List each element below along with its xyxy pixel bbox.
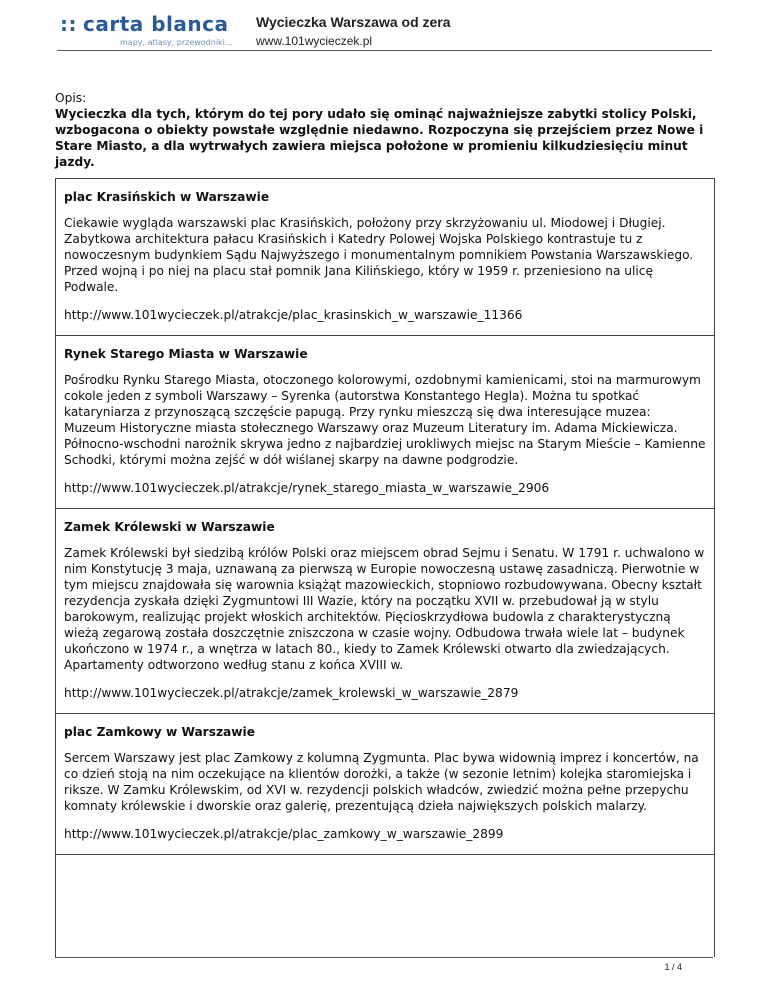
attraction-title: plac Zamkowy w Warszawie [64, 725, 255, 739]
logo-dots: :: [60, 12, 77, 36]
attraction-entry [56, 336, 714, 509]
attraction-link[interactable]: http://www.101wycieczek.pl/atrakcje/plac_zamkowy_w_warszawie_2899 [64, 827, 504, 841]
attraction-link[interactable]: http://www.101wycieczek.pl/atrakcje/zamek_krolewski_w_warszawie_2879 [64, 686, 519, 700]
attraction-entry [56, 179, 714, 336]
document-url: www.101wycieczek.pl [256, 34, 373, 48]
description-text: Wycieczka dla tych, którym do tej pory udało się ominąć najważniejsze zabytki stolicy Polski, wzbogacona o obiekty powstałe względnie niedawno. Rozpoczyna się przejściem przez Nowe i Stare Miasto, a dla wytrwałych zawiera miejsca położone w promieniu kilkudziesięciu minut jazdy. [55, 107, 704, 169]
header-divider [57, 50, 712, 51]
carta-blanca-logo [60, 12, 240, 48]
attraction-title: Rynek Starego Miasta w Warszawie [64, 347, 308, 361]
page-header [0, 0, 768, 60]
attraction-entry [56, 714, 714, 855]
description-label: Opis: [55, 91, 87, 105]
attraction-entry [56, 509, 714, 714]
attraction-description: Zamek Królewski był siedzibą królów Polski oraz miejscem obrad Sejmu i Senatu. W 1791 r. uchwalono w nim Konstytucję 3 maja, uznawaną za pierwszą w Europie nowoczesną ustawę zasadniczą. Pierwotnie w tym miejscu znajdowała się warownia książąt mazowieckich, stopniowo rozbudowywana. Obecny kształt rezydencja zyskała dzięki Zygmuntowi III Wazie, który na początku XVII w. przebudował ją w stylu barokowym, realizując projekt włoskich architektów. Pięcioskrzydłowa budowla z charakterystyczną wieżą zegarową została doszczętnie zniszczona w czasie wojny. Odbudowa trwała wiele lat – budynek ukończono w 1974 r., a wnętrza w latach 80., kiedy to Zamek Królewski otwarto dla zwiedzających. Apartamenty odtworzono według stanu z końca XVIII w. [64, 546, 705, 672]
logo-tagline: mapy, atlasy, przewodniki... [120, 38, 233, 47]
document-title: Wycieczka Warszawa od zera [256, 14, 451, 30]
page-number: 1 / 4 [664, 962, 682, 972]
attraction-link[interactable]: http://www.101wycieczek.pl/atrakcje/rynek_starego_miasta_w_warszawie_2906 [64, 481, 550, 495]
logo-wordmark [60, 12, 229, 36]
logo-text: carta blanca [83, 12, 229, 36]
attraction-title: Zamek Królewski w Warszawie [64, 520, 275, 534]
attraction-link[interactable]: http://www.101wycieczek.pl/atrakcje/plac_krasinskich_w_warszawie_11366 [64, 308, 523, 322]
attraction-description: Pośrodku Rynku Starego Miasta, otoczonego kolorowymi, ozdobnymi kamienicami, stoi na marmurowym cokole jeden z symboli Warszawy – Syrenka (autorstwa Konstantego Hegla). Można tu spotkać kataryniarza z przynoszącą szczęście papugą. Przy rynku mieszczą się dwa interesujące muzea: Muzeum Historyczne miasta stołecznego Warszawy oraz Muzeum Literatury im. Adama Mickiewicza. Północno-wschodni narożnik skrywa jedno z najbardziej urokliwych miejsc na Starym Mieście – Kamienne Schodki, którymi można zejść w dół wiślanej skarpy na dawne podgrodzie. [64, 373, 706, 467]
attractions-list [55, 178, 715, 957]
attraction-title: plac Krasińskich w Warszawie [64, 190, 270, 204]
trip-description [55, 90, 715, 170]
attraction-description: Sercem Warszawy jest plac Zamkowy z kolumną Zygmunta. Plac bywa widownią imprez i koncertów, na co dzień stoją na nim oczekujące na klientów dorożki, a także (w sezonie letnim) kolejka staromiejska i riksze. W Zamku Królewskim, od XVI w. rezydencji polskich władców, zwiedzić można pełne przepychu komnaty królewskie i dworskie oraz galerię, prezentującą dzieła największych polskich malarzy. [64, 751, 699, 813]
footer-divider [55, 957, 713, 958]
attraction-description: Ciekawie wygląda warszawski plac Krasińskich, położony przy skrzyżowaniu ul. Miodowej i Długiej. Zabytkowa architektura pałacu Krasińskich i Katedry Polowej Wojska Polskiego kontrastuje tu z nowoczesnym budynkiem Sądu Najwyższego i monumentalnym pomnikiem Powstania Warszawskiego. Przed wojną i po niej na placu stał pomnik Jana Kilińskiego, który w 1959 r. przeniesiono na ulicę Podwale. [64, 216, 694, 294]
